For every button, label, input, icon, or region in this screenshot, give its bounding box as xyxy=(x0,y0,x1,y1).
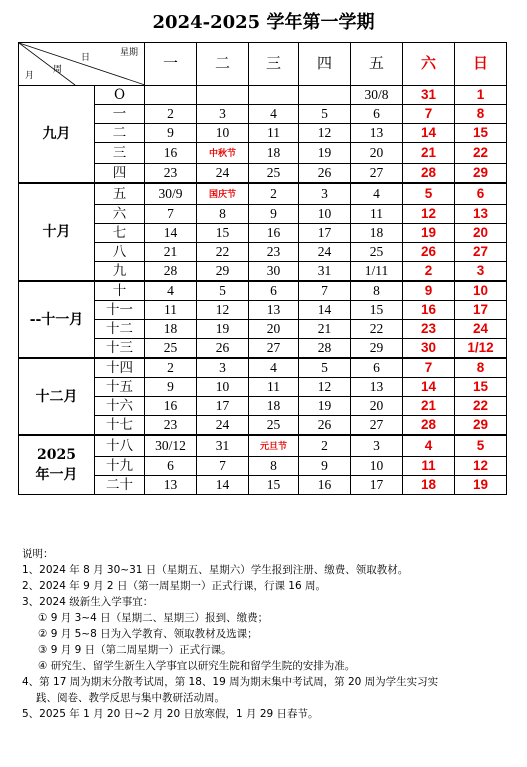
note-3-a: ① 9 月 3~4 日（星期二、星期三）报到、缴费； xyxy=(38,612,269,624)
day-cell: 5 xyxy=(455,435,507,457)
day-cell: 13 xyxy=(249,301,299,320)
day-cell: 2 xyxy=(145,358,197,378)
day-cell: 6 xyxy=(249,281,299,301)
day-cell: 21 xyxy=(299,320,351,339)
day-cell: 15 xyxy=(197,224,249,243)
note-1: 1、2024 年 8 月 30~31 日（星期五、星期六）学生报到注册、缴费、领取教材。 xyxy=(22,564,409,576)
day-cell: 30/8 xyxy=(351,86,403,105)
day-cell: 11 xyxy=(403,457,455,476)
day-cell: 6 xyxy=(351,358,403,378)
week-number: 十七 xyxy=(95,416,145,436)
day-cell: 10 xyxy=(455,281,507,301)
day-cell: 3 xyxy=(455,262,507,282)
day-cell: 12 xyxy=(455,457,507,476)
day-cell: 11 xyxy=(145,301,197,320)
day-cell xyxy=(145,86,197,105)
week-number: 十 xyxy=(95,281,145,301)
day-cell: 16 xyxy=(145,143,197,164)
day-cell: 25 xyxy=(145,339,197,359)
day-cell: 14 xyxy=(403,378,455,397)
week-number: 二十 xyxy=(95,476,145,495)
day-cell: 24 xyxy=(455,320,507,339)
day-cell: 13 xyxy=(145,476,197,495)
day-cell: 23 xyxy=(249,243,299,262)
day-cell: 31 xyxy=(197,435,249,457)
week-number: O xyxy=(95,86,145,105)
day-cell: 18 xyxy=(249,397,299,416)
holiday-label: 元旦节 xyxy=(259,442,287,452)
notes-section xyxy=(22,546,517,722)
day-cell: 6 xyxy=(145,457,197,476)
day-cell: 14 xyxy=(403,124,455,143)
week-row xyxy=(19,86,507,105)
day-cell: 16 xyxy=(145,397,197,416)
day-cell: 18 xyxy=(145,320,197,339)
note-3-c: ③ 9 月 9 日（第二周星期一）正式行课。 xyxy=(38,644,232,656)
month-label: 九月 xyxy=(19,86,95,184)
week-row xyxy=(19,358,507,378)
day-cell: 15 xyxy=(455,124,507,143)
day-cell: 1 xyxy=(455,86,507,105)
day-cell: 28 xyxy=(403,164,455,184)
day-cell: 27 xyxy=(351,164,403,184)
day-cell: 1/11 xyxy=(351,262,403,282)
header-row xyxy=(19,43,507,86)
day-cell: 11 xyxy=(351,205,403,224)
day-cell: 20 xyxy=(249,320,299,339)
week-number: 十八 xyxy=(95,435,145,457)
day-cell: 7 xyxy=(403,358,455,378)
day-cell xyxy=(249,435,299,457)
day-cell: 2 xyxy=(249,183,299,205)
week-number: 十九 xyxy=(95,457,145,476)
day-cell: 19 xyxy=(403,224,455,243)
day-cell: 12 xyxy=(299,124,351,143)
note-3-d: ④ 研究生、留学生新生入学事宜以研究生院和留学生院的安排为准。 xyxy=(38,660,356,672)
day-cell: 29 xyxy=(351,339,403,359)
day-cell: 2 xyxy=(145,105,197,124)
day-cell: 25 xyxy=(249,416,299,436)
day-cell xyxy=(197,143,249,164)
day-cell: 10 xyxy=(351,457,403,476)
week-row xyxy=(19,183,507,205)
day-cell: 15 xyxy=(351,301,403,320)
day-cell: 22 xyxy=(455,397,507,416)
corner-month-label: 月 xyxy=(25,71,35,81)
day-cell: 17 xyxy=(197,397,249,416)
day-cell: 16 xyxy=(249,224,299,243)
day-cell: 5 xyxy=(299,105,351,124)
day-cell: 18 xyxy=(249,143,299,164)
day-cell: 15 xyxy=(455,378,507,397)
day-cell: 19 xyxy=(197,320,249,339)
week-number: 八 xyxy=(95,243,145,262)
day-cell: 22 xyxy=(197,243,249,262)
week-row xyxy=(19,281,507,301)
note-4-line1: 4、第 17 周为期末分散考试周，第 18、19 周为期末集中考试周，第 20 周为学生实习实 xyxy=(22,676,439,688)
day-cell: 9 xyxy=(249,205,299,224)
day-cell: 23 xyxy=(145,164,197,184)
day-cell: 9 xyxy=(145,124,197,143)
day-cell: 4 xyxy=(249,358,299,378)
day-cell: 3 xyxy=(197,105,249,124)
day-cell: 25 xyxy=(351,243,403,262)
day-cell: 4 xyxy=(145,281,197,301)
day-cell: 5 xyxy=(299,358,351,378)
day-cell: 27 xyxy=(351,416,403,436)
day-cell: 12 xyxy=(197,301,249,320)
day-header-sun: 日 xyxy=(455,43,507,86)
day-cell: 3 xyxy=(351,435,403,457)
week-number: 十二 xyxy=(95,320,145,339)
day-cell: 14 xyxy=(197,476,249,495)
corner-weekday-label: 星期 xyxy=(119,48,138,58)
day-cell: 9 xyxy=(403,281,455,301)
day-cell: 11 xyxy=(249,378,299,397)
week-row xyxy=(19,435,507,457)
day-cell: 28 xyxy=(299,339,351,359)
day-cell: 11 xyxy=(249,124,299,143)
day-cell: 2 xyxy=(299,435,351,457)
notes-heading: 说明： xyxy=(22,548,54,560)
day-cell: 20 xyxy=(351,397,403,416)
corner-day-label: 日 xyxy=(81,53,91,63)
day-cell: 20 xyxy=(351,143,403,164)
day-header-fri: 五 xyxy=(351,43,403,86)
day-cell: 16 xyxy=(299,476,351,495)
day-cell: 8 xyxy=(455,105,507,124)
day-cell: 19 xyxy=(299,397,351,416)
day-cell: 29 xyxy=(197,262,249,282)
day-cell: 18 xyxy=(351,224,403,243)
day-cell: 7 xyxy=(403,105,455,124)
day-cell: 8 xyxy=(455,358,507,378)
day-cell: 9 xyxy=(145,378,197,397)
month-label: 2025 年一月 xyxy=(19,435,95,495)
month-label: 十二月 xyxy=(19,358,95,435)
day-cell: 10 xyxy=(197,378,249,397)
day-cell: 14 xyxy=(299,301,351,320)
month-label: --十一月 xyxy=(19,281,95,358)
day-cell: 27 xyxy=(455,243,507,262)
day-cell: 3 xyxy=(197,358,249,378)
day-cell: 4 xyxy=(351,183,403,205)
day-cell: 14 xyxy=(145,224,197,243)
day-cell: 24 xyxy=(197,416,249,436)
day-cell: 24 xyxy=(299,243,351,262)
day-cell: 27 xyxy=(249,339,299,359)
day-header-sat: 六 xyxy=(403,43,455,86)
day-cell: 26 xyxy=(403,243,455,262)
day-cell: 31 xyxy=(403,86,455,105)
day-cell: 12 xyxy=(299,378,351,397)
day-cell: 26 xyxy=(299,164,351,184)
day-cell: 13 xyxy=(351,378,403,397)
day-cell: 7 xyxy=(299,281,351,301)
day-cell: 12 xyxy=(403,205,455,224)
note-3-b: ② 9 月 5~8 日为入学教育、领取教材及选课； xyxy=(38,628,258,640)
day-cell: 1/12 xyxy=(455,339,507,359)
day-cell: 30 xyxy=(249,262,299,282)
day-cell xyxy=(197,183,249,205)
day-cell: 13 xyxy=(351,124,403,143)
calendar-table xyxy=(18,42,507,495)
day-cell: 7 xyxy=(145,205,197,224)
day-cell: 19 xyxy=(455,476,507,495)
corner-week-label: 周 xyxy=(53,65,63,75)
day-cell: 26 xyxy=(299,416,351,436)
day-cell: 10 xyxy=(197,124,249,143)
note-4-line2: 践、阅卷、教学反思与集中教研活动周。 xyxy=(36,692,225,704)
day-cell: 29 xyxy=(455,416,507,436)
day-cell: 26 xyxy=(197,339,249,359)
week-number: 三 xyxy=(95,143,145,164)
day-cell: 15 xyxy=(249,476,299,495)
day-cell: 23 xyxy=(403,320,455,339)
day-cell: 29 xyxy=(455,164,507,184)
page-title: 2024-2025 学年第一学期 xyxy=(152,12,375,33)
day-cell xyxy=(197,86,249,105)
note-2: 2、2024 年 9 月 2 日（第一周星期一）正式行课，行课 16 周。 xyxy=(22,580,326,592)
day-cell: 8 xyxy=(249,457,299,476)
day-header-tue: 二 xyxy=(197,43,249,86)
week-number: 十四 xyxy=(95,358,145,378)
day-cell: 19 xyxy=(299,143,351,164)
day-cell: 31 xyxy=(299,262,351,282)
day-cell: 17 xyxy=(351,476,403,495)
day-cell: 13 xyxy=(455,205,507,224)
week-number: 六 xyxy=(95,205,145,224)
day-cell: 22 xyxy=(351,320,403,339)
day-cell: 18 xyxy=(403,476,455,495)
day-cell: 4 xyxy=(403,435,455,457)
week-number: 四 xyxy=(95,164,145,184)
day-cell: 21 xyxy=(403,143,455,164)
week-number: 一 xyxy=(95,105,145,124)
day-cell: 3 xyxy=(299,183,351,205)
week-number: 九 xyxy=(95,262,145,282)
day-cell: 4 xyxy=(249,105,299,124)
week-number: 十一 xyxy=(95,301,145,320)
note-3: 3、2024 级新生入学事宜： xyxy=(22,596,154,608)
day-cell: 5 xyxy=(197,281,249,301)
day-cell: 2 xyxy=(403,262,455,282)
day-cell: 23 xyxy=(145,416,197,436)
month-label: 十月 xyxy=(19,183,95,281)
day-cell: 9 xyxy=(299,457,351,476)
day-cell: 20 xyxy=(455,224,507,243)
week-number: 十三 xyxy=(95,339,145,359)
week-number: 七 xyxy=(95,224,145,243)
holiday-label: 中秋节 xyxy=(208,149,236,159)
day-cell: 10 xyxy=(299,205,351,224)
day-cell: 6 xyxy=(351,105,403,124)
day-cell: 30/12 xyxy=(145,435,197,457)
day-cell: 30/9 xyxy=(145,183,197,205)
day-cell xyxy=(299,86,351,105)
day-cell: 17 xyxy=(299,224,351,243)
week-number: 十六 xyxy=(95,397,145,416)
week-number: 五 xyxy=(95,183,145,205)
day-cell: 28 xyxy=(145,262,197,282)
day-cell: 17 xyxy=(455,301,507,320)
day-header-wed: 三 xyxy=(249,43,299,86)
day-cell: 8 xyxy=(351,281,403,301)
day-cell xyxy=(249,86,299,105)
note-5: 5、2025 年 1 月 20 日~2 月 20 日放寒假，1 月 29 日春节。 xyxy=(22,708,319,720)
day-cell: 22 xyxy=(455,143,507,164)
day-cell: 21 xyxy=(403,397,455,416)
day-cell: 30 xyxy=(403,339,455,359)
day-cell: 25 xyxy=(249,164,299,184)
day-cell: 21 xyxy=(145,243,197,262)
day-cell: 5 xyxy=(403,183,455,205)
day-cell: 6 xyxy=(455,183,507,205)
day-cell: 24 xyxy=(197,164,249,184)
day-cell: 7 xyxy=(197,457,249,476)
holiday-label: 国庆节 xyxy=(208,190,236,200)
day-cell: 8 xyxy=(197,205,249,224)
week-number: 十五 xyxy=(95,378,145,397)
day-cell: 16 xyxy=(403,301,455,320)
day-header-thu: 四 xyxy=(299,43,351,86)
week-number: 二 xyxy=(95,124,145,143)
day-header-mon: 一 xyxy=(145,43,197,86)
corner-cell xyxy=(19,43,145,86)
day-cell: 28 xyxy=(403,416,455,436)
